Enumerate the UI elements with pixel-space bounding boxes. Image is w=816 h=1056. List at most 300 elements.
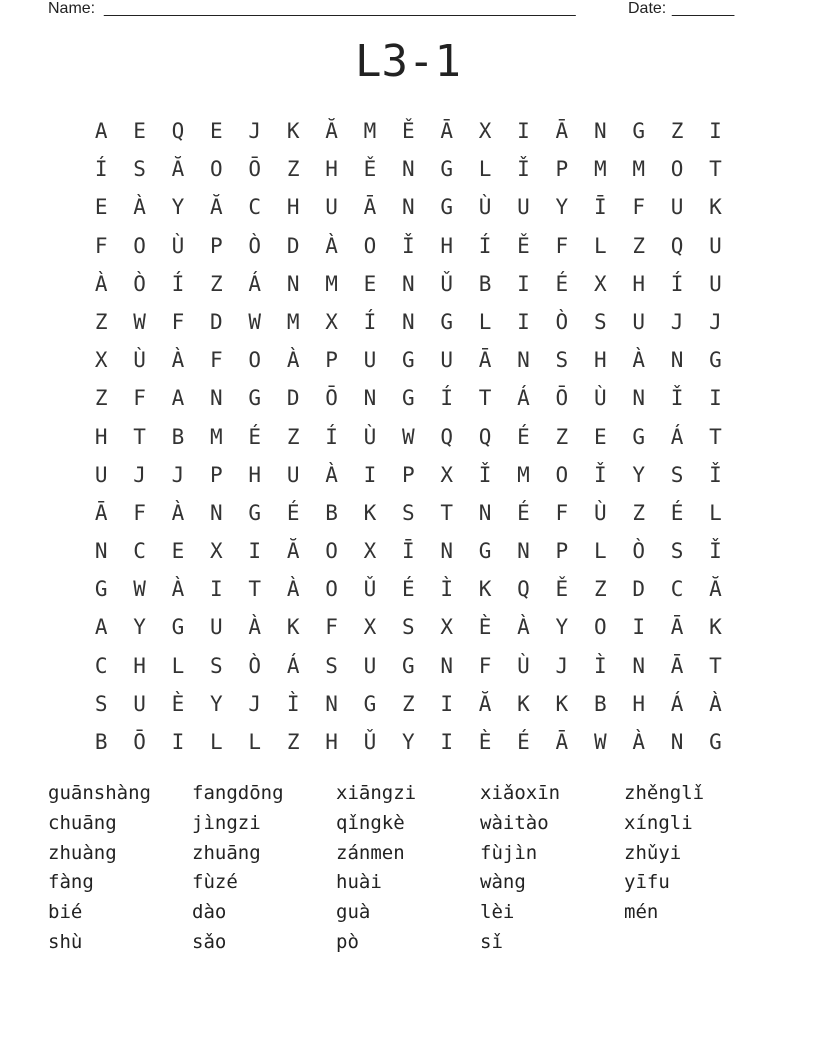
word-search-grid [82,116,735,765]
grid-letter: D [286,233,300,258]
grid-letter: C [248,195,262,220]
grid-letter: D [286,386,300,411]
grid-letter: É [286,500,300,525]
word-list-item: fangdōng [192,782,284,804]
grid-letter: P [401,462,415,487]
grid-letter: U [286,462,300,487]
word-list-item: zánmen [336,841,405,864]
grid-letter: N [363,386,377,411]
grid-letter: L [171,653,185,678]
grid-letter: Ù [593,386,607,411]
grid-letter: Ǐ [709,539,722,564]
word-list-item: jìngzi [192,811,261,834]
grid-letter: À [248,615,262,640]
grid-letter: Ě [401,119,415,143]
grid-letter: G [709,348,722,373]
grid-letter: K [709,615,722,640]
grid-letter: L [593,233,607,258]
grid-letter: P [325,348,338,373]
grid-letter: E [171,539,185,564]
grid-letter: L [210,730,223,754]
grid-letter: I [632,615,645,640]
grid-letter: H [286,195,300,220]
grid-letter: Ì [286,691,300,716]
word-list-item: fùzé [192,871,238,894]
grid-letter: N [517,348,530,373]
grid-letter: G [709,730,722,754]
grid-letter: S [133,157,146,182]
grid-letter: O [593,615,607,640]
grid-letter: T [248,577,262,602]
grid-letter: G [401,386,415,411]
grid-letter: S [210,653,223,678]
grid-letter: Ě [363,157,377,182]
grid-letter: Í [325,424,338,449]
word-list-item: wàng [480,871,526,894]
grid-letter: N [401,195,415,220]
grid-letter: W [401,424,415,449]
grid-letter: Ì [593,653,607,678]
grid-letter: Ǔ [363,577,377,602]
word-list-item: pò [336,930,359,953]
grid-letter: G [440,309,454,334]
word-list-item: guānshàng [48,782,151,804]
grid-letter: Ù [478,195,492,220]
grid-letter: Ī [593,195,607,220]
grid-letter: Ò [555,309,569,334]
grid-letter: È [478,615,492,640]
grid-letter: E [593,424,607,449]
grid-letter: T [709,157,722,182]
grid-letter: Z [94,309,108,334]
grid-letter: N [478,500,492,525]
grid-letter: Z [401,691,415,716]
word-list [48,782,768,961]
grid-letter: Ò [133,271,146,296]
grid-letter: L [248,730,262,754]
grid-letter: Ù [517,653,530,678]
grid-letter: À [325,233,338,258]
word-list-item: qǐngkè [336,811,405,834]
grid-letter: G [363,691,377,716]
grid-letter: I [709,119,722,143]
grid-letter: L [593,539,607,564]
grid-letter: G [478,539,492,564]
grid-letter: À [171,577,185,602]
grid-letter: S [325,653,338,678]
grid-letter: Í [94,157,108,182]
grid-letter: S [555,348,569,373]
word-list-item: fàng [48,871,94,894]
grid-letter: À [171,348,185,373]
grid-letter: M [210,424,223,449]
grid-letter: F [94,233,108,258]
grid-letter: C [133,539,146,564]
grid-letter: L [478,309,492,334]
grid-letter: Ō [555,386,569,411]
grid-letter: J [248,119,262,143]
grid-letter: Ǔ [363,730,377,754]
date-field-line[interactable]: _______ [672,0,735,17]
grid-letter: G [440,195,454,220]
grid-letter: Á [286,653,300,678]
grid-letter: I [517,309,530,334]
grid-letter: P [555,157,569,182]
grid-letter: U [632,309,645,334]
grid-letter: Ò [632,539,645,564]
grid-letter: H [440,233,454,258]
grid-letter: É [555,271,569,296]
grid-letter: G [401,348,415,373]
word-list-item: chuāng [48,811,117,834]
grid-letter: T [709,653,722,678]
grid-letter: W [593,730,607,754]
grid-letter: L [709,500,722,525]
grid-letter: K [517,691,530,716]
grid-letter: Á [517,386,530,411]
grid-letter: Ā [670,615,684,640]
grid-letter: F [133,500,146,525]
grid-letter: G [248,386,262,411]
grid-letter: À [133,195,146,220]
grid-letter: Ă [709,577,722,602]
grid-letter: M [325,271,338,296]
grid-letter: D [632,577,645,602]
grid-letter: U [325,195,338,220]
grid-letter: T [133,424,146,449]
grid-letter: Y [555,615,569,640]
grid-letter: À [632,348,645,373]
grid-letter: É [670,500,684,525]
grid-letter: N [670,730,684,754]
grid-letter: O [670,157,684,182]
grid-letter: X [363,615,377,640]
word-list-item: zhuāng [192,841,261,864]
grid-letter: É [248,424,262,449]
grid-letter: F [210,348,223,373]
grid-letter: P [210,462,223,487]
grid-letter: Y [210,691,223,716]
grid-letter: X [94,348,108,373]
grid-letter: O [133,233,146,258]
grid-letter: Ă [210,195,223,220]
grid-letter: Ō [133,730,146,754]
grid-letter: L [478,157,492,182]
grid-letter: Ā [440,119,454,143]
word-list-item: xíngli [624,811,693,834]
grid-letter: G [632,424,645,449]
grid-letter: I [363,462,377,487]
grid-letter: F [133,386,146,411]
word-list-item: fùjìn [480,841,538,864]
grid-letter: O [363,233,377,258]
grid-letter: Z [286,730,300,754]
grid-letter: U [440,348,454,373]
grid-letter: E [363,271,377,296]
grid-letter: M [632,157,645,182]
grid-letter: Ì [440,577,454,602]
grid-letter: À [94,271,108,296]
grid-letter: I [517,271,530,296]
grid-letter: W [248,309,262,334]
grid-letter: J [171,462,185,487]
grid-letter: M [286,309,300,334]
grid-letter: X [440,462,454,487]
grid-letter: Ā [94,500,108,525]
grid-letter: À [325,462,338,487]
grid-letter: W [133,309,146,334]
grid-letter: Í [440,386,454,411]
grid-letter: Ǐ [670,386,684,411]
grid-letter: K [709,195,722,220]
grid-letter: S [670,539,684,564]
grid-letter: I [709,386,722,411]
grid-letter: H [593,348,607,373]
word-list-item: zhuàng [48,841,117,864]
grid-letter: È [171,691,185,716]
grid-letter: Ă [286,539,300,564]
grid-letter: À [171,500,185,525]
grid-letter: J [248,691,262,716]
grid-letter: J [133,462,146,487]
date-label: Date: [628,0,667,17]
grid-letter: Í [670,271,684,296]
grid-letter: Á [248,271,262,296]
word-list-item: sǎo [192,930,227,953]
grid-letter: Ù [593,500,607,525]
grid-letter: K [286,615,300,640]
word-list-item: mén [624,901,659,924]
grid-letter: Ă [325,119,338,143]
grid-letter: Z [286,157,300,182]
grid-letter: Ù [133,348,146,373]
grid-letter: U [517,195,530,220]
grid-letter: Ō [248,157,262,182]
grid-letter: Ò [248,233,262,258]
grid-letter: M [517,462,530,487]
grid-letter: U [709,233,722,258]
grid-letter: Ù [363,424,377,449]
grid-letter: F [555,233,569,258]
grid-letter: N [593,119,607,143]
grid-letter: U [210,615,223,640]
grid-letter: D [210,309,223,334]
grid-letter: M [363,119,377,143]
grid-letter: Y [632,462,645,487]
word-list-item: wàitào [480,811,549,834]
grid-letter: Z [632,233,645,258]
grid-letter: É [401,577,415,602]
grid-letter: Í [478,233,492,258]
grid-letter: N [401,271,415,296]
grid-letter: Ă [478,691,492,716]
grid-letter: S [401,615,415,640]
grid-letter: S [401,500,415,525]
grid-letter: N [325,691,338,716]
grid-letter: P [210,233,223,258]
grid-letter: J [709,309,722,334]
grid-letter: T [478,386,492,411]
grid-letter: G [440,157,454,182]
page-title: L3-1 [355,36,461,87]
grid-letter: È [478,730,492,754]
grid-letter: À [517,615,530,640]
grid-letter: Ě [555,577,569,602]
grid-letter: B [478,271,492,296]
word-list-item: zhǔyi [624,841,682,864]
grid-letter: U [670,195,684,220]
grid-letter: I [440,730,454,754]
grid-letter: F [325,615,338,640]
grid-letter: Y [171,195,185,220]
grid-letter: O [210,157,223,182]
grid-letter: Z [632,500,645,525]
grid-letter: N [210,500,223,525]
grid-letter: E [210,119,223,143]
grid-letter: X [478,119,492,143]
grid-letter: H [325,730,338,754]
grid-letter: O [555,462,569,487]
grid-letter: E [133,119,146,143]
grid-letter: Z [210,271,223,296]
grid-letter: Ǐ [517,157,530,182]
name-label: Name: [48,0,96,17]
grid-letter: Ā [555,730,569,754]
grid-letter: U [709,271,722,296]
grid-letter: U [363,348,377,373]
grid-letter: K [555,691,569,716]
grid-letter: I [210,577,223,602]
grid-letter: Q [171,119,185,143]
grid-letter: Á [670,691,684,716]
grid-letter: Ě [517,233,530,258]
grid-letter: É [517,424,530,449]
grid-letter: N [401,309,415,334]
grid-letter: T [440,500,454,525]
grid-letter: G [171,615,185,640]
header [48,0,748,20]
grid-letter: H [248,462,262,487]
word-list-item: xiǎoxīn [480,782,561,804]
grid-letter: F [555,500,569,525]
grid-letter: I [440,691,454,716]
grid-letter: Z [670,119,684,143]
word-list-item: lèi [480,901,515,924]
grid-letter: A [171,386,185,411]
grid-letter: B [94,730,108,754]
grid-letter: W [133,577,146,602]
grid-letter: Ǐ [478,462,492,487]
grid-letter: Ǔ [440,271,454,296]
word-list-item: shù [48,930,83,953]
grid-letter: A [94,119,108,143]
grid-letter: J [670,309,684,334]
grid-letter: Í [171,271,185,296]
word-list-item: huài [336,871,382,894]
grid-letter: I [171,730,185,754]
grid-letter: Ǐ [709,462,722,487]
grid-letter: Q [478,424,492,449]
grid-letter: Ǐ [593,462,607,487]
word-list-item: yīfu [624,871,670,894]
grid-letter: X [363,539,377,564]
grid-letter: Ā [555,119,569,143]
word-list-item: xiāngzi [336,782,417,804]
grid-letter: À [286,348,300,373]
grid-letter: Ă [171,157,185,182]
grid-letter: U [363,653,377,678]
word-list-item: dào [192,901,227,924]
grid-letter: U [133,691,146,716]
grid-letter: Z [94,386,108,411]
grid-letter: J [555,653,569,678]
grid-letter: Ō [325,386,338,411]
grid-letter: T [709,424,722,449]
grid-letter: X [325,309,338,334]
grid-letter: Y [401,730,415,754]
name-field-line[interactable]: _____________________________________________________ [104,0,576,17]
grid-letter: G [401,653,415,678]
word-list-item: zhěnglǐ [624,782,705,804]
grid-letter: P [555,539,569,564]
grid-letter: Z [286,424,300,449]
grid-letter: Ā [363,195,377,220]
grid-letter: H [94,424,108,449]
grid-letter: Á [670,424,684,449]
grid-letter: G [94,577,108,602]
grid-letter: Z [593,577,607,602]
grid-letter: C [94,653,108,678]
grid-letter: B [171,424,185,449]
grid-letter: Ā [670,653,684,678]
grid-letter: Q [440,424,454,449]
grid-letter: S [670,462,684,487]
word-list-item: sǐ [480,930,503,953]
grid-letter: É [517,500,530,525]
grid-letter: C [670,577,684,602]
grid-letter: G [632,119,645,143]
grid-letter: F [478,653,492,678]
grid-letter: S [94,691,108,716]
grid-letter: F [632,195,645,220]
grid-letter: G [248,500,262,525]
grid-letter: B [593,691,607,716]
grid-letter: N [94,539,108,564]
grid-letter: N [401,157,415,182]
grid-letter: X [210,539,223,564]
grid-letter: Q [517,577,530,602]
grid-letter: X [440,615,454,640]
grid-letter: U [94,462,108,487]
grid-letter: À [286,577,300,602]
grid-letter: K [363,500,377,525]
grid-letter: N [440,653,454,678]
grid-letter: À [632,730,645,754]
grid-letter: Ā [478,348,492,373]
grid-letter: N [632,653,645,678]
grid-letter: H [325,157,338,182]
grid-letter: Z [555,424,569,449]
grid-letter: M [593,157,607,182]
grid-letter: O [248,348,262,373]
grid-letter: I [517,119,530,143]
grid-letter: Q [670,233,684,258]
grid-letter: N [670,348,684,373]
grid-letter: K [286,119,300,143]
grid-letter: Ī [401,539,415,564]
grid-letter: H [632,271,645,296]
grid-letter: Ò [248,653,262,678]
